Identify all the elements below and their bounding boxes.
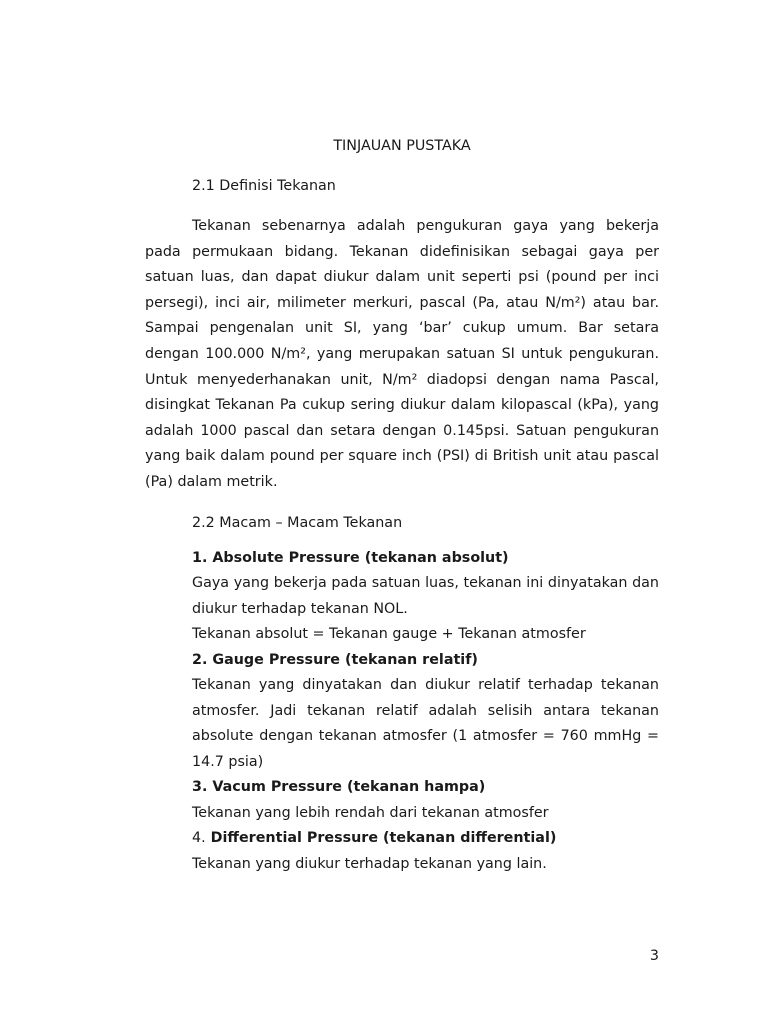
item-body-differential: Tekanan yang diukur terhadap tekanan yang lain. (192, 855, 547, 872)
paragraph-definisi-tekanan: Tekanan sebenarnya adalah pengukuran gaya yang bekerja pada permukaan bidang. Tekanan didefinisikan sebagai gaya per satuan luas, dan dapat diukur dalam unit seperti psi (pound per inci persegi), inci air, milimeter merkuri, pascal (Pa, atau N/m²) atau bar. Sampai pengenalan unit SI, yang ‘bar’ cukup umum. Bar setara dengan 100.000 N/m², yang merupakan satuan SI untuk pengukuran. Untuk menyederhanakan unit, N/m² diadopsi dengan nama Pascal, disingkat Tekanan Pa cukup sering diukur dalam kilopascal (kPa), yang adalah 1000 pascal dan setara dengan 0.145psi. Satuan pengukuran yang baik dalam pound per square inch (PSI) di British unit atau pascal (Pa) dalam metrik. (145, 218, 659, 490)
item-heading-absolute: 1. Absolute Pressure (tekanan absolut) (192, 549, 509, 566)
item-body-vacum: Tekanan yang lebih rendah dari tekanan atmosfer (192, 804, 549, 821)
section-heading-2-2: 2.2 Macam – Macam Tekanan (192, 514, 403, 531)
document-title: TINJAUAN PUSTAKA (333, 138, 471, 154)
page-content (145, 136, 659, 877)
item-formula-absolute: Tekanan absolut = Tekanan gauge + Tekanan atmosfer (192, 626, 586, 643)
item-heading-gauge: 2. Gauge Pressure (tekanan relatif) (192, 651, 478, 668)
section-heading-2-1: 2.1 Definisi Tekanan (192, 178, 336, 194)
item-number-differential: 4. (192, 830, 206, 847)
item-heading-differential-text: Differential Pressure (tekanan differential) (210, 830, 557, 847)
item-body-gauge: Tekanan yang dinyatakan dan diukur relatif terhadap tekanan atmosfer. Jadi tekanan relatif adalah selisih antara tekanan absolute dengan tekanan atmosfer (1 atmosfer = 760 mmHg = 14.7 psia) (192, 677, 659, 770)
item-heading-differential (192, 826, 659, 852)
page-number: 3 (649, 948, 659, 964)
item-heading-vacum: 3. Vacum Pressure (tekanan hampa) (192, 779, 486, 796)
item-body-absolute: Gaya yang bekerja pada satuan luas, tekanan ini dinyatakan dan diukur terhadap tekanan NOL. (192, 575, 659, 617)
pressure-types-list (192, 546, 659, 878)
